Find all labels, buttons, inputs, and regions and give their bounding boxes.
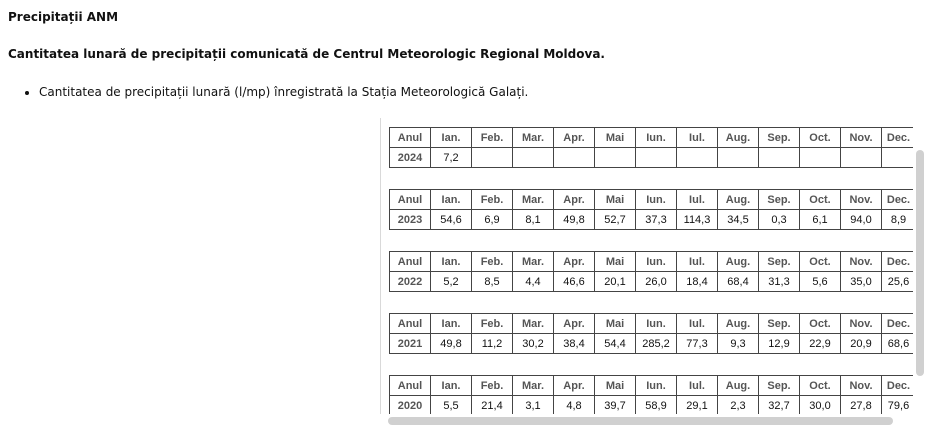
column-header: Anul	[390, 252, 431, 272]
column-header: Oct.	[800, 252, 841, 272]
table-row	[390, 396, 914, 415]
column-header: Anul	[390, 190, 431, 210]
value-cell: 94,0	[841, 210, 882, 230]
table-row	[390, 334, 914, 354]
column-header: Nov.	[841, 314, 882, 334]
tables-scroll-area[interactable]	[380, 118, 913, 414]
tables-container	[389, 127, 913, 414]
table-row	[390, 210, 914, 230]
value-cell: 30,2	[513, 334, 554, 354]
column-header: Iul.	[677, 252, 718, 272]
value-cell: 18,4	[677, 272, 718, 292]
year-cell: 2022	[390, 272, 431, 292]
value-cell	[841, 148, 882, 168]
value-cell: 12,9	[759, 334, 800, 354]
page-subtitle: Cantitatea lunară de precipitații comunicată de Centrul Meteorologic Regional Moldova.	[8, 47, 605, 61]
column-header: Iul.	[677, 128, 718, 148]
horizontal-scrollbar[interactable]	[380, 415, 912, 427]
column-header: Mai	[595, 190, 636, 210]
value-cell: 30,0	[800, 396, 841, 415]
column-header: Nov.	[841, 252, 882, 272]
column-header: Mar.	[513, 376, 554, 396]
column-header: Oct.	[800, 314, 841, 334]
column-header: Ian.	[431, 376, 472, 396]
column-header: Iun.	[636, 314, 677, 334]
column-header: Dec.	[882, 252, 914, 272]
value-cell: 32,7	[759, 396, 800, 415]
table-row	[390, 272, 914, 292]
value-cell: 46,6	[554, 272, 595, 292]
column-header: Aug.	[718, 376, 759, 396]
value-cell	[554, 148, 595, 168]
table-row	[390, 148, 914, 168]
value-cell: 4,4	[513, 272, 554, 292]
horizontal-scrollbar-thumb[interactable]	[388, 417, 893, 425]
column-header: Iun.	[636, 128, 677, 148]
column-header: Apr.	[554, 252, 595, 272]
value-cell: 54,6	[431, 210, 472, 230]
value-cell: 114,3	[677, 210, 718, 230]
value-cell: 38,4	[554, 334, 595, 354]
column-header: Mar.	[513, 314, 554, 334]
value-cell	[800, 148, 841, 168]
column-header: Aug.	[718, 190, 759, 210]
column-header: Mar.	[513, 128, 554, 148]
column-header: Sep.	[759, 128, 800, 148]
column-header: Sep.	[759, 314, 800, 334]
column-header: Iun.	[636, 252, 677, 272]
value-cell: 79,6	[882, 396, 914, 415]
value-cell: 9,3	[718, 334, 759, 354]
bullet-list	[22, 84, 528, 100]
table-header-row	[390, 128, 914, 148]
column-header: Dec.	[882, 128, 914, 148]
table-header-row	[390, 376, 914, 396]
value-cell: 29,1	[677, 396, 718, 415]
year-table	[389, 375, 913, 414]
value-cell	[595, 148, 636, 168]
value-cell: 49,8	[554, 210, 595, 230]
value-cell: 35,0	[841, 272, 882, 292]
value-cell: 49,8	[431, 334, 472, 354]
year-cell: 2023	[390, 210, 431, 230]
column-header: Sep.	[759, 376, 800, 396]
column-header: Apr.	[554, 128, 595, 148]
column-header: Nov.	[841, 128, 882, 148]
column-header: Anul	[390, 314, 431, 334]
column-header: Iun.	[636, 190, 677, 210]
column-header: Feb.	[472, 128, 513, 148]
column-header: Iun.	[636, 376, 677, 396]
table-header-row	[390, 252, 914, 272]
value-cell	[677, 148, 718, 168]
value-cell: 68,4	[718, 272, 759, 292]
value-cell: 8,9	[882, 210, 914, 230]
vertical-scrollbar[interactable]	[914, 118, 926, 414]
column-header: Dec.	[882, 190, 914, 210]
column-header: Dec.	[882, 314, 914, 334]
value-cell: 77,3	[677, 334, 718, 354]
value-cell: 21,4	[472, 396, 513, 415]
value-cell: 52,7	[595, 210, 636, 230]
value-cell	[513, 148, 554, 168]
year-table	[389, 251, 913, 292]
value-cell: 5,5	[431, 396, 472, 415]
column-header: Dec.	[882, 376, 914, 396]
table-header-row	[390, 190, 914, 210]
value-cell: 8,1	[513, 210, 554, 230]
value-cell: 8,5	[472, 272, 513, 292]
value-cell: 2,3	[718, 396, 759, 415]
column-header: Mai	[595, 376, 636, 396]
value-cell: 0,3	[759, 210, 800, 230]
vertical-scrollbar-thumb[interactable]	[916, 150, 924, 376]
value-cell: 68,6	[882, 334, 914, 354]
column-header: Apr.	[554, 314, 595, 334]
value-cell: 4,8	[554, 396, 595, 415]
value-cell	[636, 148, 677, 168]
column-header: Mai	[595, 314, 636, 334]
column-header: Apr.	[554, 190, 595, 210]
column-header: Aug.	[718, 128, 759, 148]
column-header: Oct.	[800, 128, 841, 148]
value-cell: 27,8	[841, 396, 882, 415]
column-header: Oct.	[800, 376, 841, 396]
column-header: Ian.	[431, 128, 472, 148]
value-cell	[472, 148, 513, 168]
value-cell: 58,9	[636, 396, 677, 415]
value-cell: 5,2	[431, 272, 472, 292]
value-cell	[718, 148, 759, 168]
column-header: Ian.	[431, 314, 472, 334]
year-cell: 2020	[390, 396, 431, 415]
column-header: Iul.	[677, 376, 718, 396]
value-cell: 54,4	[595, 334, 636, 354]
column-header: Feb.	[472, 252, 513, 272]
value-cell	[759, 148, 800, 168]
column-header: Iul.	[677, 190, 718, 210]
value-cell: 37,3	[636, 210, 677, 230]
column-header: Mar.	[513, 190, 554, 210]
table-header-row	[390, 314, 914, 334]
value-cell: 25,6	[882, 272, 914, 292]
value-cell: 6,9	[472, 210, 513, 230]
year-cell: 2024	[390, 148, 431, 168]
value-cell: 20,9	[841, 334, 882, 354]
column-header: Apr.	[554, 376, 595, 396]
bullet-item: • Cantitatea de precipitații lunară (l/mp) înregistrată la Stația Meteorologică Galați.	[39, 84, 528, 100]
value-cell: 31,3	[759, 272, 800, 292]
value-cell: 34,5	[718, 210, 759, 230]
column-header: Feb.	[472, 314, 513, 334]
value-cell: 39,7	[595, 396, 636, 415]
column-header: Sep.	[759, 190, 800, 210]
value-cell: 285,2	[636, 334, 677, 354]
column-header: Nov.	[841, 190, 882, 210]
column-header: Anul	[390, 376, 431, 396]
column-header: Mar.	[513, 252, 554, 272]
column-header: Mai	[595, 252, 636, 272]
value-cell: 5,6	[800, 272, 841, 292]
column-header: Sep.	[759, 252, 800, 272]
value-cell: 3,1	[513, 396, 554, 415]
value-cell: 6,1	[800, 210, 841, 230]
value-cell: 7,2	[431, 148, 472, 168]
column-header: Mai	[595, 128, 636, 148]
column-header: Aug.	[718, 252, 759, 272]
year-table	[389, 127, 913, 168]
year-table	[389, 313, 913, 354]
column-header: Nov.	[841, 376, 882, 396]
column-header: Iul.	[677, 314, 718, 334]
page-title: Precipitații ANM	[8, 10, 119, 24]
column-header: Feb.	[472, 376, 513, 396]
column-header: Ian.	[431, 252, 472, 272]
value-cell: 22,9	[800, 334, 841, 354]
value-cell: 26,0	[636, 272, 677, 292]
value-cell	[882, 148, 914, 168]
year-table	[389, 189, 913, 230]
column-header: Anul	[390, 128, 431, 148]
column-header: Oct.	[800, 190, 841, 210]
value-cell: 20,1	[595, 272, 636, 292]
value-cell: 11,2	[472, 334, 513, 354]
column-header: Aug.	[718, 314, 759, 334]
column-header: Feb.	[472, 190, 513, 210]
year-cell: 2021	[390, 334, 431, 354]
column-header: Ian.	[431, 190, 472, 210]
